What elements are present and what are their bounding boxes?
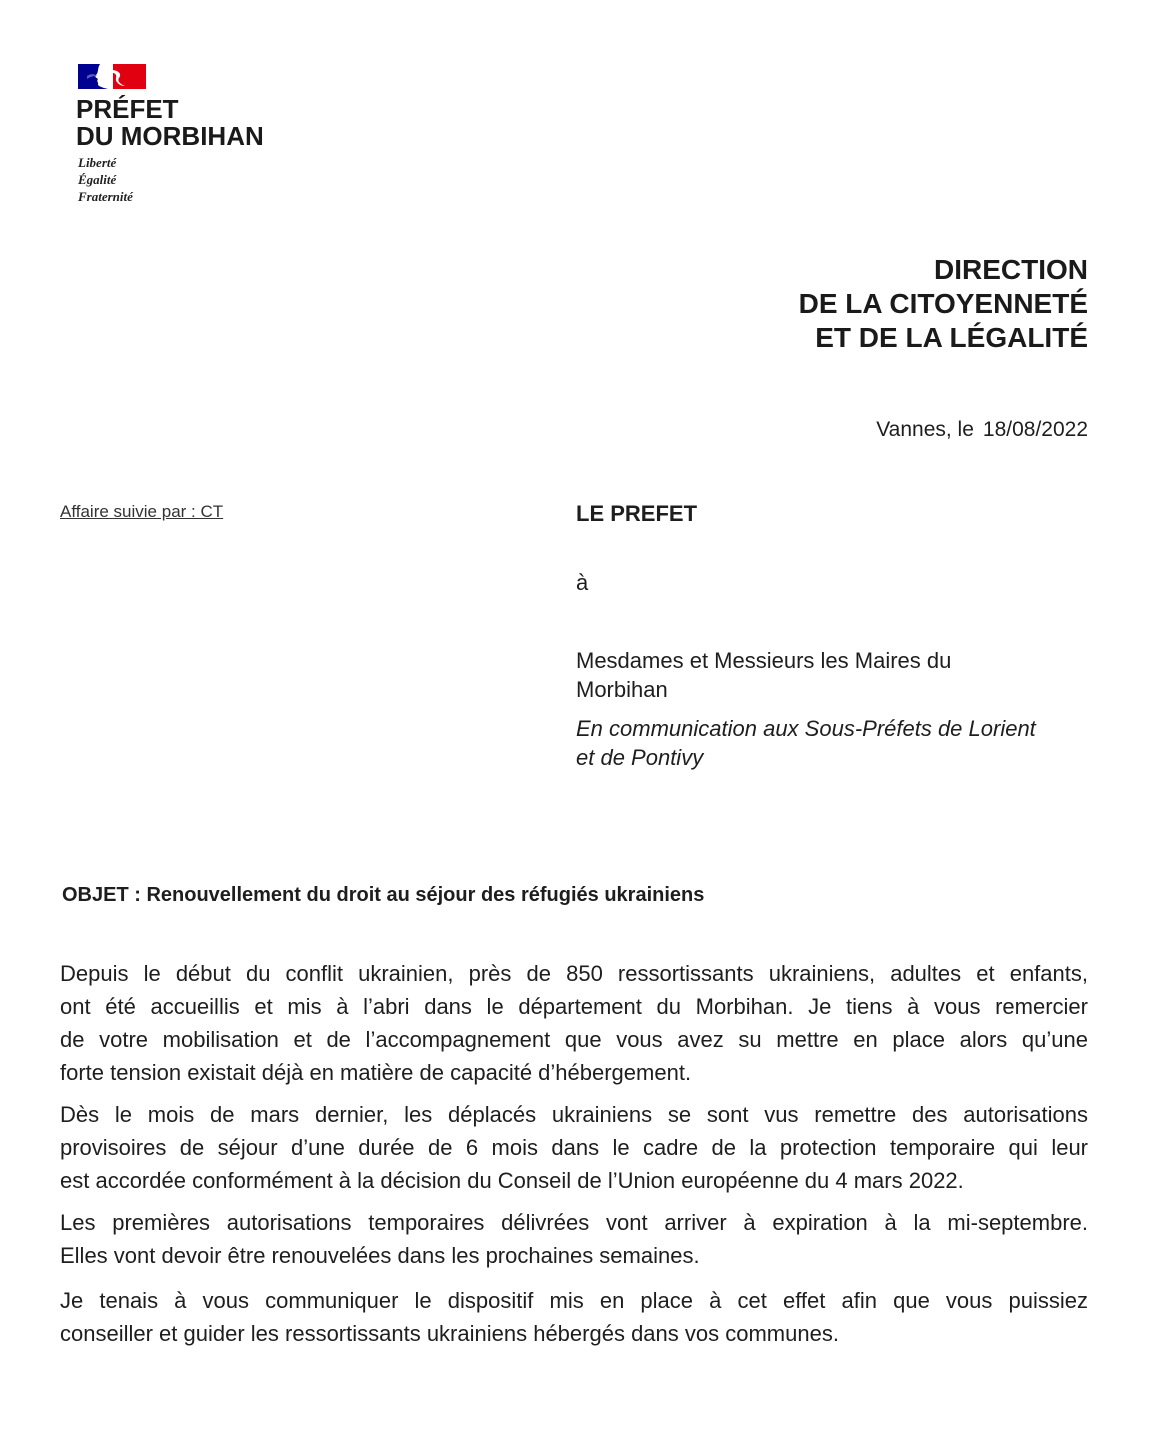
prefecture-line-2: DU MORBIHAN — [76, 121, 264, 151]
copy-to-line-2: et de Pontivy — [576, 745, 704, 770]
place-label: Vannes, le — [876, 418, 974, 441]
marianne-flag-logo-icon — [78, 64, 146, 89]
direction-line-2: DE LA CITOYENNETÉ — [798, 288, 1088, 319]
motto-egalite: Égalité — [78, 172, 117, 187]
body-line: ont été accueillis et mis à l’abri dans le département du Morbihan. Je tiens à vous remercier — [60, 994, 1088, 1019]
republic-motto — [78, 154, 133, 205]
prefecture-name — [76, 96, 264, 150]
direction-line-3: ET DE LA LÉGALITÉ — [815, 322, 1088, 353]
body-line: forte tension existait déjà en matière de capacité d’hébergement. — [60, 1060, 692, 1085]
direction-line-1: DIRECTION — [934, 254, 1088, 285]
letter-date: 18/08/2022 — [982, 418, 1088, 441]
case-reference: Affaire suivie par : CT — [60, 502, 224, 521]
recipients-line-2: Morbihan — [576, 677, 668, 702]
direction-heading — [799, 253, 1088, 355]
body-line: Dès le mois de mars dernier, les déplacés ukrainiens se sont vus remettre des autorisations — [60, 1102, 1088, 1127]
body-line: Les premières autorisations temporaires délivrées vont arriver à expiration à la mi-septembre. — [60, 1210, 1088, 1235]
copy-to-line-1: En communication aux Sous-Préfets de Lorient — [576, 716, 1036, 741]
prefecture-line-1: PRÉFET — [76, 94, 179, 124]
body-paragraph-1 — [60, 957, 1088, 1089]
addressed-to: à — [576, 570, 589, 595]
recipients-line-1: Mesdames et Messieurs les Maires du — [576, 648, 952, 673]
body-line: Elles vont devoir être renouvelées dans les prochaines semaines. — [60, 1243, 700, 1268]
motto-fraternite: Fraternité — [78, 189, 133, 204]
body-line: de votre mobilisation et de l’accompagnement que vous avez su mettre en place alors qu’une — [60, 1027, 1088, 1052]
body-paragraph-4 — [60, 1284, 1088, 1350]
letter-subject: OBJET : Renouvellement du droit au séjour des réfugiés ukrainiens — [62, 884, 705, 906]
place-date — [876, 415, 1088, 445]
body-line: provisoires de séjour d’une durée de 6 mois dans le cadre de la protection temporaire qui leur — [60, 1135, 1088, 1160]
body-line: Je tenais à vous communiquer le dispositif mis en place à cet effet afin que vous puissiez — [60, 1288, 1088, 1313]
copy-to — [576, 714, 1088, 772]
recipients — [576, 646, 1088, 704]
body-line: est accordée conformément à la décision du Conseil de l’Union européenne du 4 mars 2022. — [60, 1168, 964, 1193]
body-line: conseiller et guider les ressortissants ukrainiens hébergés dans vos communes. — [60, 1321, 839, 1346]
body-line: Depuis le début du conflit ukrainien, près de 850 ressortissants ukrainiens, adultes et enfants, — [60, 961, 1088, 986]
body-paragraph-3 — [60, 1206, 1088, 1272]
body-paragraph-2 — [60, 1098, 1088, 1197]
sender: LE PREFET — [576, 501, 698, 526]
motto-liberte: Liberté — [78, 155, 117, 170]
